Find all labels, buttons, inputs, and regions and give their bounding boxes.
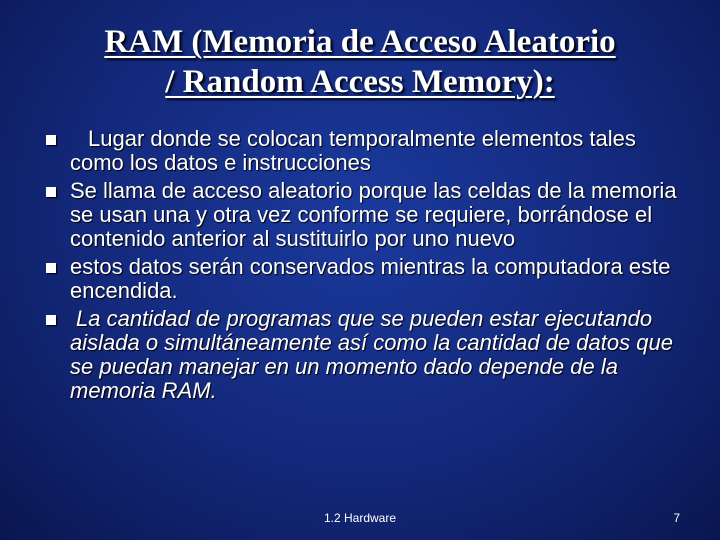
bullet-text: Se llama de acceso aleatorio porque las celdas de la memoria se usan una y otra vez conforme se requiere, borrándose el contenido anterior al sustituirlo por uno nuevo [70, 178, 677, 251]
bullet-item [44, 255, 684, 303]
bullet-item [44, 127, 684, 175]
square-bullet-icon [46, 315, 56, 325]
footer-section-label: 1.2 Hardware [323, 511, 397, 525]
square-bullet-icon [46, 135, 56, 145]
title-line-1: RAM (Memoria de Acceso Aleatorio [104, 24, 616, 60]
square-bullet-icon [46, 263, 56, 273]
bullet-text: La cantidad de programas que se pueden estar ejecutando aislada o simultáneamente así como la cantidad de datos que se puedan manejar en un momento dado depende de la memoria RAM. [70, 306, 673, 403]
page-number: 7 [673, 511, 680, 525]
slide-title [20, 22, 700, 102]
bullet-item [44, 307, 684, 403]
title-line-2: / Random Access Memory): [165, 64, 555, 100]
square-bullet-icon [46, 187, 56, 197]
bullet-text: Lugar donde se colocan temporalmente elementos tales como los datos e instrucciones [70, 126, 636, 175]
bullet-list [44, 127, 684, 407]
bullet-text: estos datos serán conservados mientras la computadora este encendida. [70, 254, 671, 303]
bullet-item [44, 179, 684, 251]
